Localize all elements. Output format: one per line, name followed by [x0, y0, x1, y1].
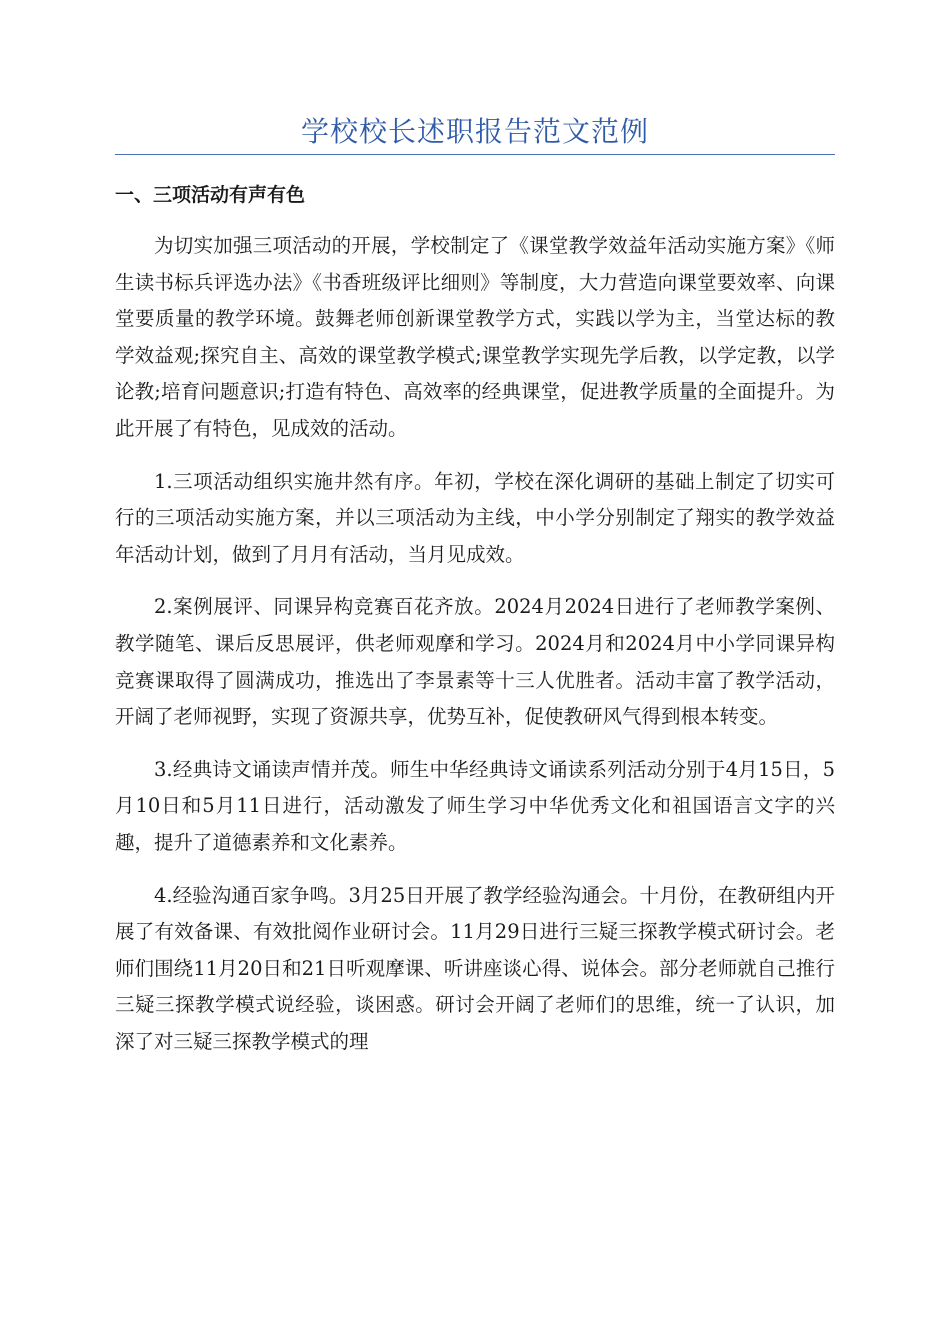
title-divider: [115, 154, 835, 155]
section-heading: 一、三项活动有声有色: [115, 184, 306, 206]
document-title: 学校校长述职报告范文范例: [300, 115, 649, 148]
document-body: [115, 178, 835, 1076]
body-paragraph: 2.案例展评、同课异构竞赛百花齐放。2024月2024日进行了老师教学案例、教学随笔、课后反思展评，供老师观摩和学习。2024月和2024月中小学同课异构竞赛课取得了圆满成功，推选出了李景素等十三人优胜者。活动丰富了教学活动，开阔了老师视野，实现了资源共享，优势互补，促使教研风气得到根本转变。: [115, 595, 835, 729]
body-paragraph: 为切实加强三项活动的开展，学校制定了《课堂教学效益年活动实施方案》《师生读书标兵评选办法》《书香班级评比细则》等制度，大力营造向课堂要效率、向课堂要质量的教学环境。鼓舞老师创新课堂教学方式，实践以学为主，当堂达标的教学效益观;探究自主、高效的课堂教学模式;课堂教学实现先学后教，以学定教，以学论教;培育问题意识;打造有特色、高效率的经典课堂，促进教学质量的全面提升。为此开展了有特色，见成效的活动。: [115, 234, 835, 440]
body-paragraph: 1.三项活动组织实施井然有序。年初，学校在深化调研的基础上制定了切实可行的三项活动实施方案，并以三项活动为主线，中小学分别制定了翔实的教学效益年活动计划，做到了月月有活动，当月见成效。: [115, 469, 835, 566]
body-paragraph: 3.经典诗文诵读声情并茂。师生中华经典诗文诵读系列活动分别于4月15日，5月10日和5月11日进行，活动激发了师生学习中华优秀文化和祖国语言文字的兴趣，提升了道德素养和文化素养。: [115, 757, 835, 854]
body-paragraph: 4.经验沟通百家争鸣。3月25日开展了教学经验沟通会。十月份，在教研组内开展了有效备课、有效批阅作业研讨会。11月29日进行三疑三探教学模式研讨会。老师们围绕11月20日和21日听观摩课、听讲座谈心得、说体会。部分老师就自己推行三疑三探教学模式说经验，谈困惑。研讨会开阔了老师们的思维，统一了认识，加深了对三疑三探教学模式的理: [115, 883, 835, 1053]
